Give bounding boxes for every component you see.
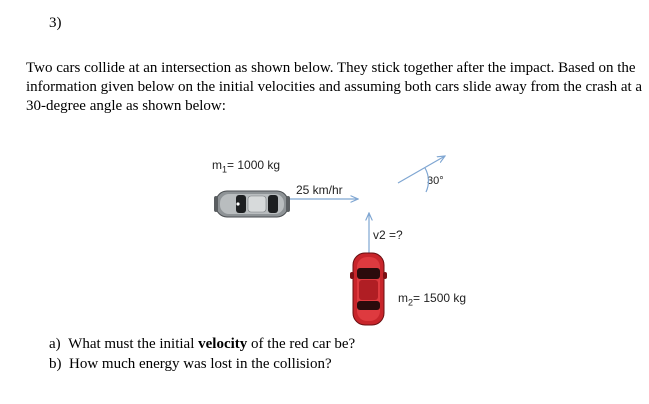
question-text: of the red car be? (247, 336, 356, 352)
car2-velocity-label: v2 =? (373, 228, 403, 242)
question-marker: b) (49, 356, 62, 372)
car2-mass-subscript: 2 (408, 297, 414, 308)
red-car-icon (350, 253, 387, 325)
question-b (49, 354, 355, 374)
final-velocity-arrow (398, 156, 445, 183)
question-text: How much energy was lost in the collision? (69, 356, 332, 372)
question-marker: a) (49, 336, 61, 352)
problem-number: 3) (49, 15, 62, 31)
question-emphasis: velocity (198, 336, 248, 352)
problem-statement: Two cars collide at an intersection as shown below. They stick together after the impact. Based on the information given below on the initial velocities and assuming both cars slide away from the crash at a 30-degree angle as shown below: (26, 60, 643, 114)
question-text: What must the initial (68, 336, 199, 352)
car1-mass-symbol: m (212, 158, 222, 172)
car1-mass-value: = 1000 kg (227, 158, 281, 172)
car1-speed-label: 25 km/hr (296, 183, 343, 197)
question-list (49, 334, 355, 374)
angle-arc (425, 168, 428, 192)
gray-car-icon (214, 191, 290, 217)
car2-mass-symbol: m (398, 291, 408, 305)
angle-label: 30° (427, 175, 444, 187)
car2-mass-value: = 1500 kg (413, 291, 467, 305)
car1-mass-subscript: 1 (222, 164, 228, 175)
question-a (49, 334, 355, 354)
